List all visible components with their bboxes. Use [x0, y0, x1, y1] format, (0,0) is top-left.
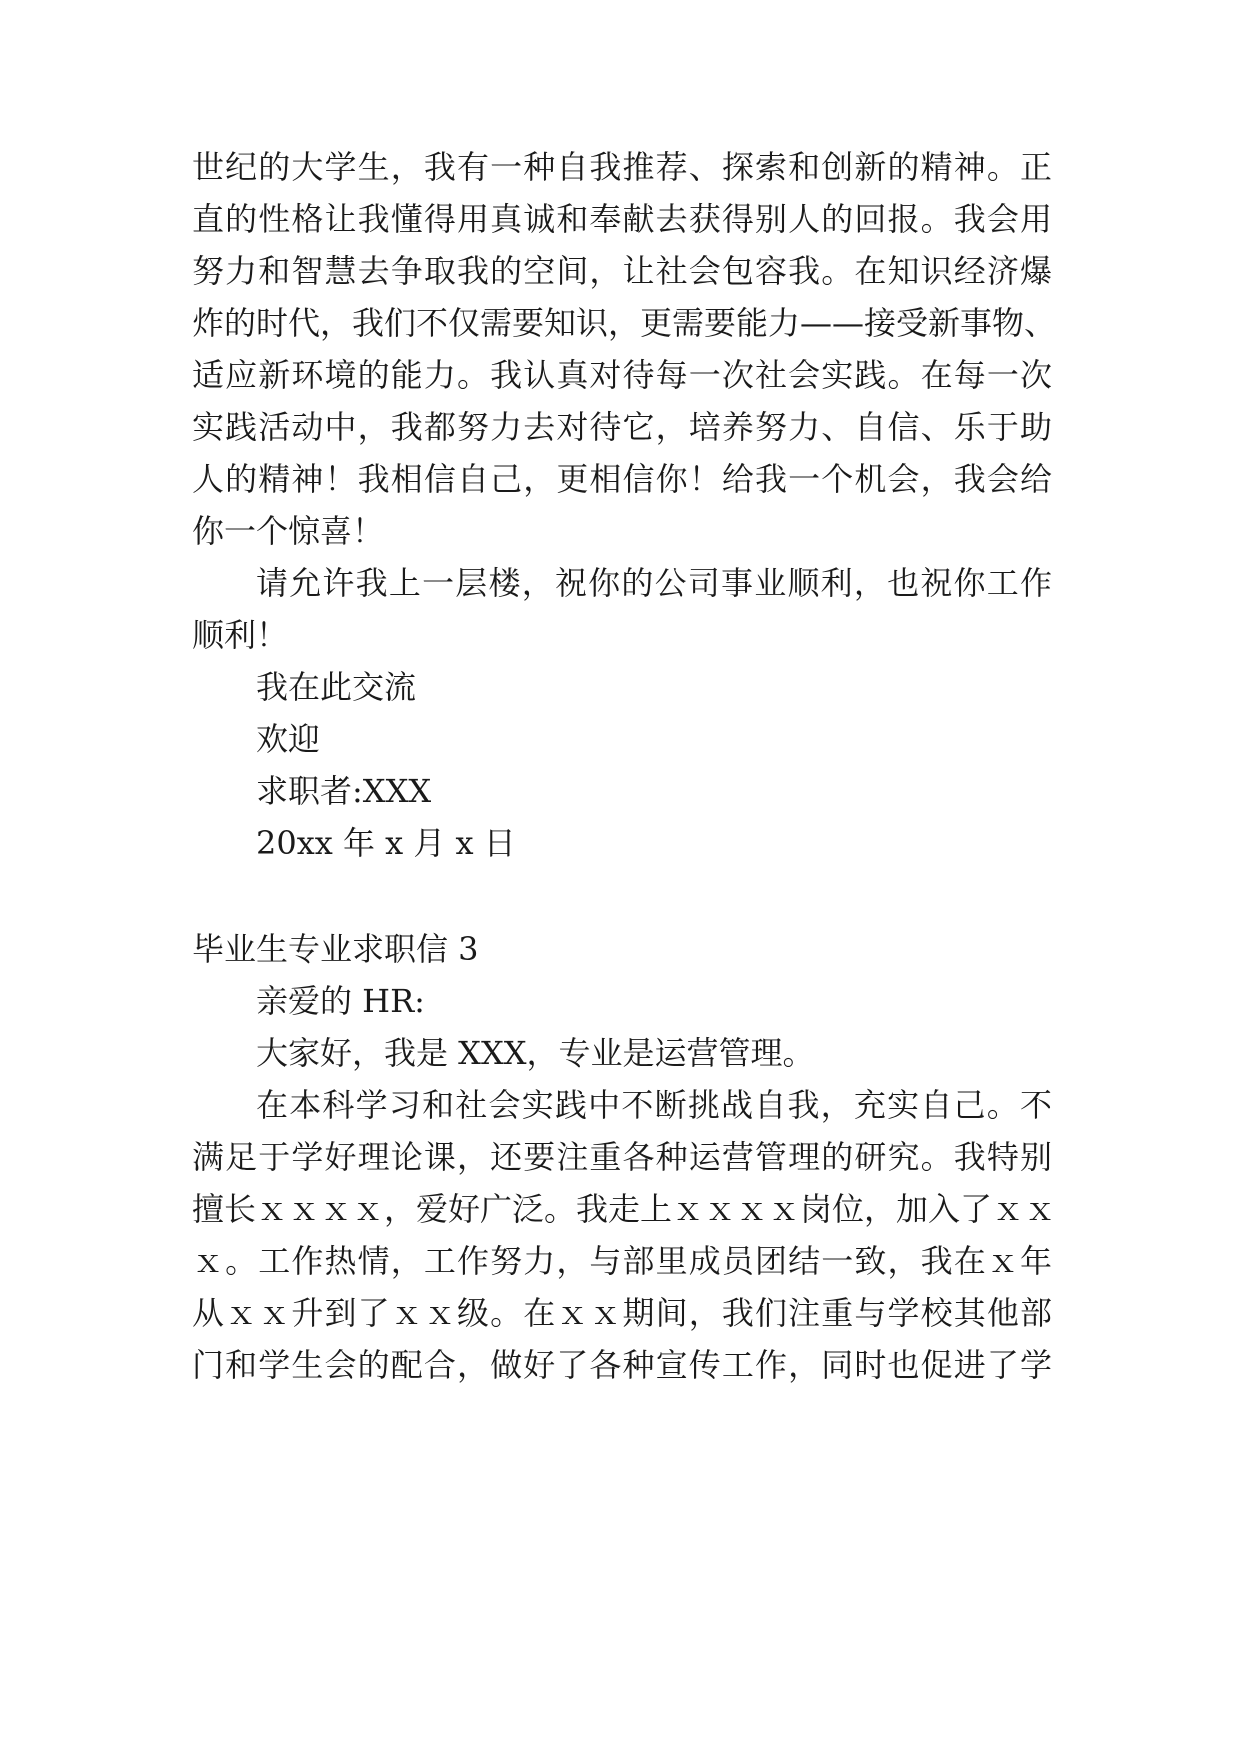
body-text-line: 你一个惊喜！ [192, 512, 385, 550]
body-text-line: 门和学生会的配合，做好了各种宣传工作，同时也促进了学 [192, 1346, 1052, 1384]
body-text-line: 世纪的大学生，我有一种自我推荐、探索和创新的精神。正 [192, 148, 1052, 186]
body-text-line: 实践活动中，我都努力去对待它，培养努力、自信、乐于助 [192, 408, 1052, 446]
closing-line: 欢迎 [256, 720, 321, 758]
date-line: 20xx 年 x 月 x 日 [256, 824, 516, 862]
body-text-line: 直的性格让我懂得用真诚和奉献去获得别人的回报。我会用 [192, 200, 1052, 238]
closing-line: 我在此交流 [256, 668, 417, 706]
body-text-line: 努力和智慧去争取我的空间，让社会包容我。在知识经济爆 [192, 252, 1052, 290]
body-text-line: 顺利！ [192, 616, 289, 654]
greeting-line: 大家好，我是 XXX，专业是运营管理。 [256, 1034, 815, 1072]
salutation: 亲爱的 HR: [256, 982, 425, 1020]
body-text-line: 请允许我上一层楼，祝你的公司事业顺利，也祝你工作 [256, 564, 1052, 602]
section-title: 毕业生专业求职信 3 [192, 930, 479, 968]
body-text-line: 适应新环境的能力。我认真对待每一次社会实践。在每一次 [192, 356, 1052, 394]
body-text-line: 在本科学习和社会实践中不断挑战自我，充实自己。不 [256, 1086, 1052, 1124]
body-text-line: 炸的时代，我们不仅需要知识，更需要能力——接受新事物、 [192, 304, 1057, 342]
signature-line: 求职者:XXX [256, 772, 432, 810]
body-text-line: 满足于学好理论课，还要注重各种运营管理的研究。我特别 [192, 1138, 1052, 1176]
body-text-line: 人的精神！我相信自己，更相信你！给我一个机会，我会给 [192, 460, 1052, 498]
body-text-line: ｘ。工作热情，工作努力，与部里成员团结一致，我在ｘ年 [192, 1242, 1052, 1280]
body-text-line: 擅长ｘｘｘｘ，爱好广泛。我走上ｘｘｘｘ岗位，加入了ｘｘ [192, 1190, 1057, 1228]
body-text-line: 从ｘｘ升到了ｘｘ级。在ｘｘ期间，我们注重与学校其他部 [192, 1294, 1052, 1332]
